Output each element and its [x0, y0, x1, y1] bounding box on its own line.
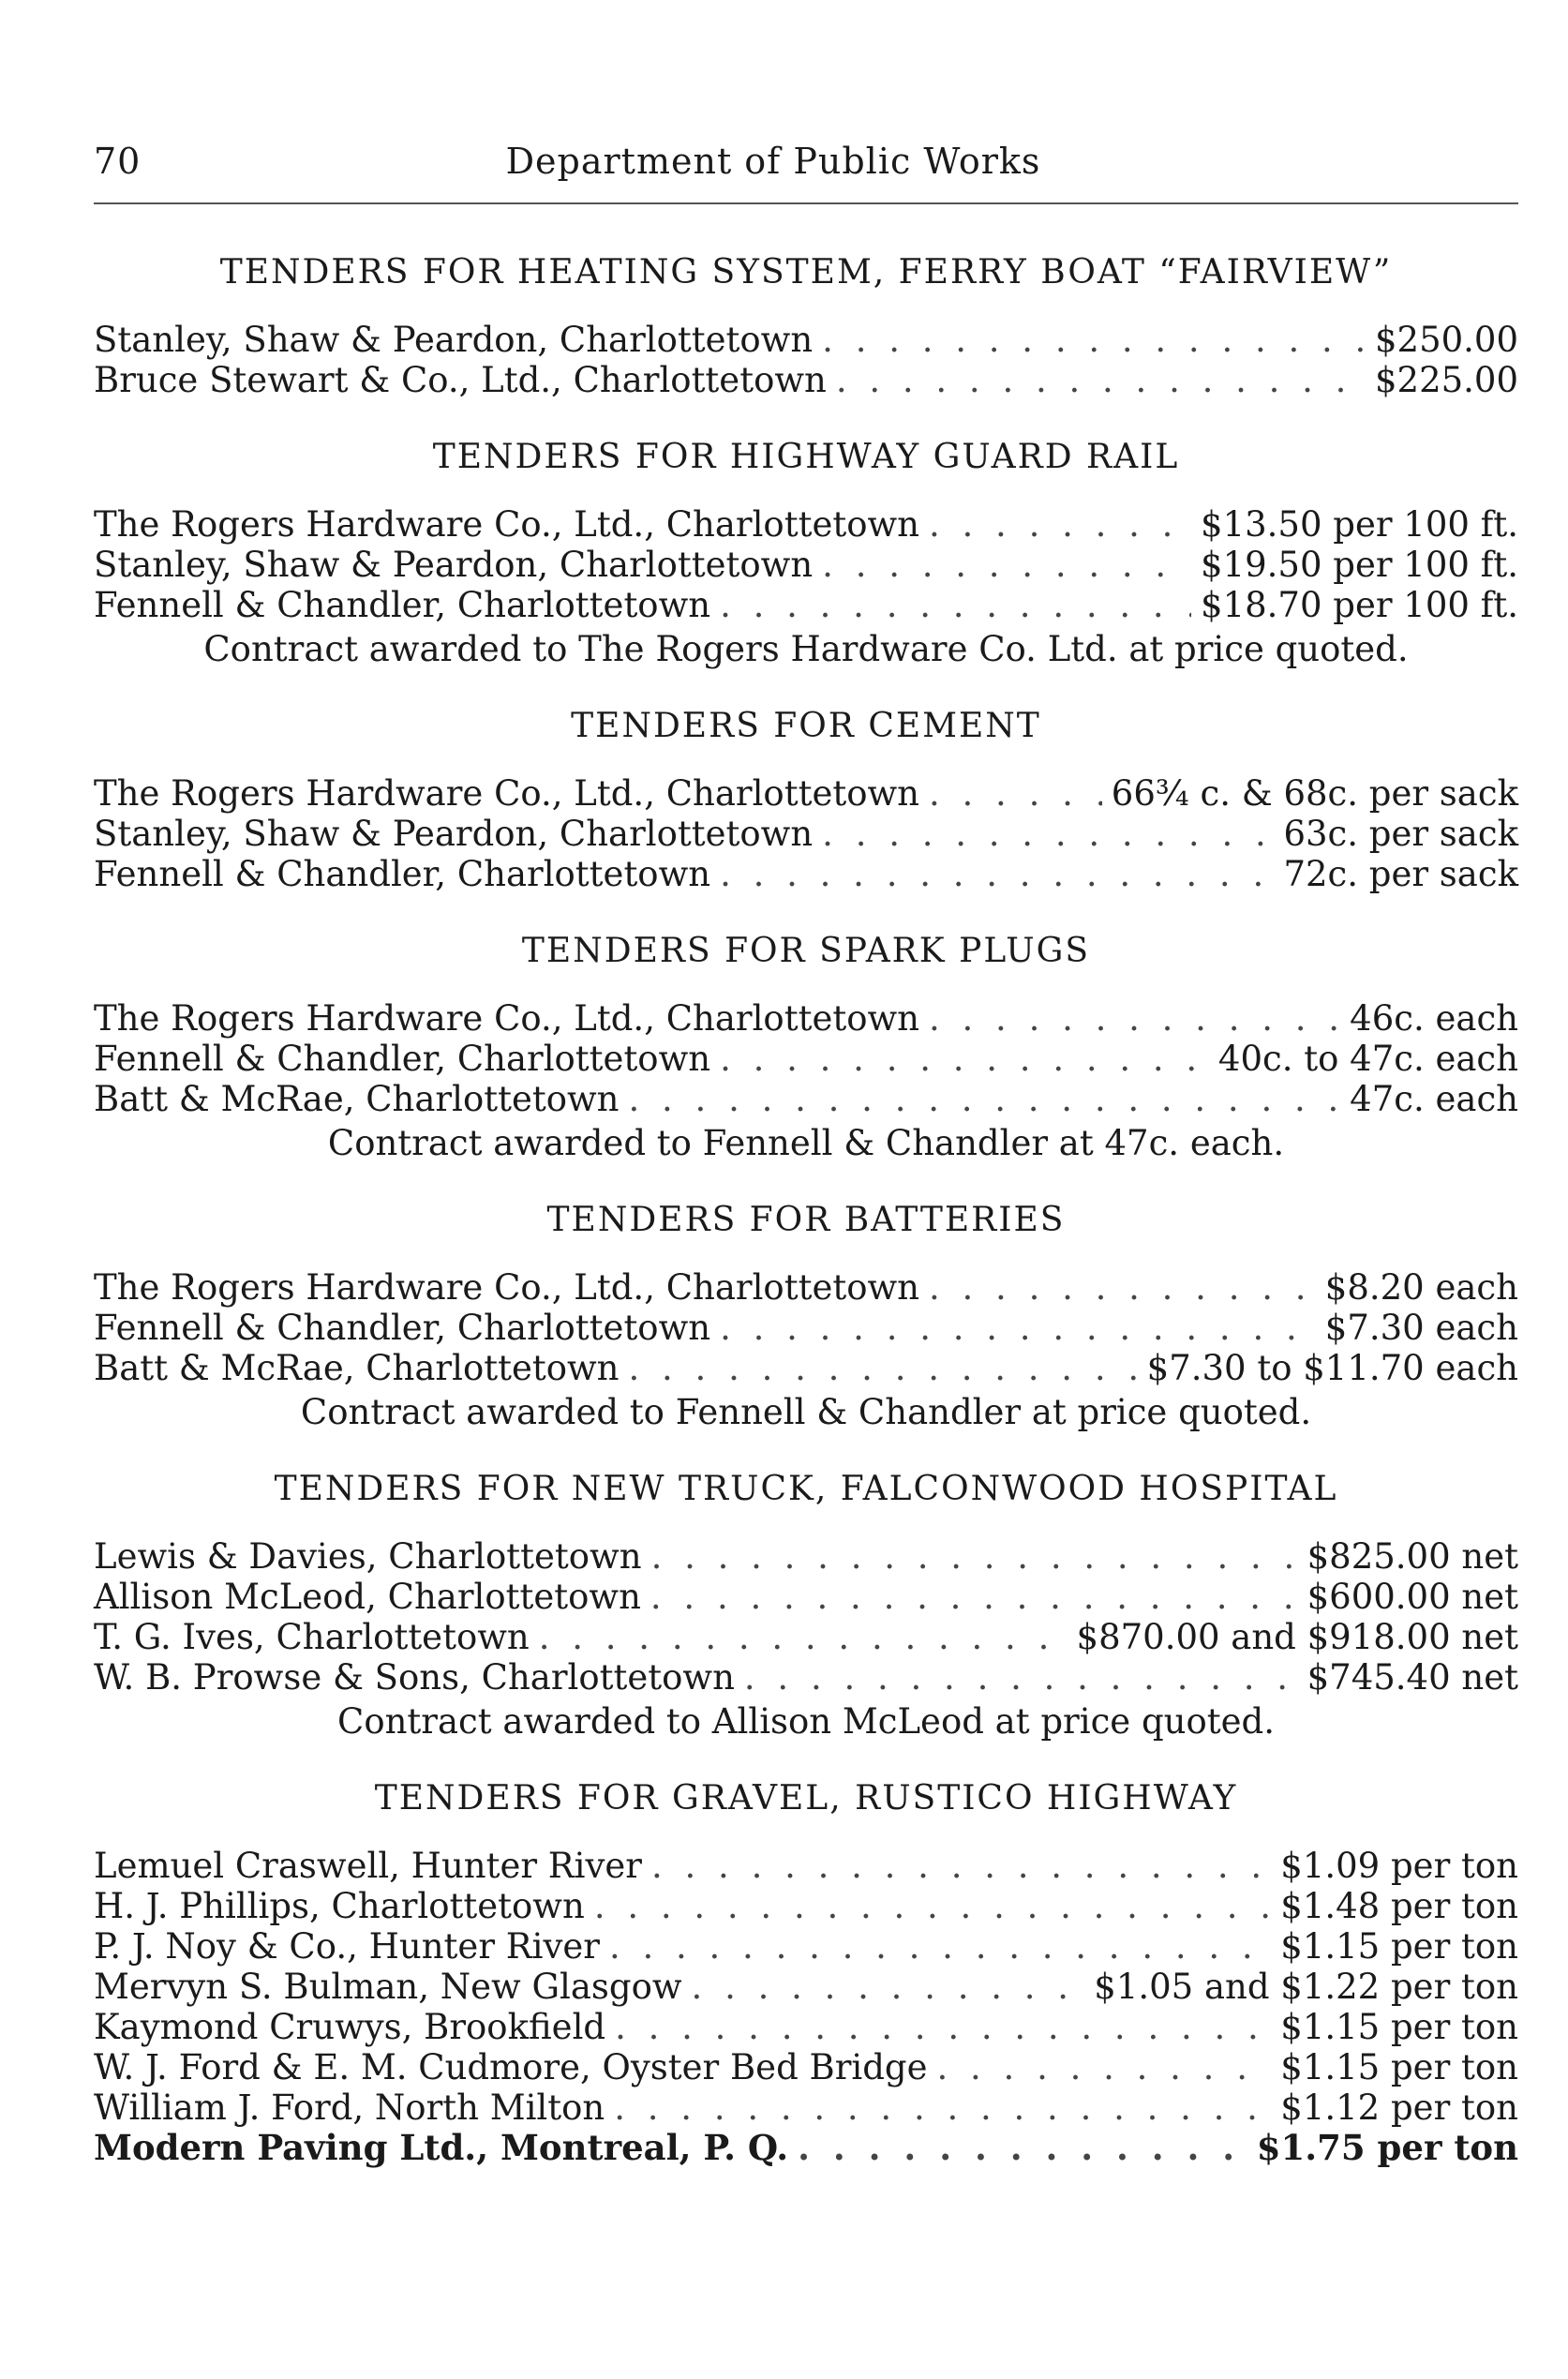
tenderer-name: The Rogers Hardware Co., Ltd., Charlottetown [94, 773, 919, 814]
tender-row [94, 1846, 1518, 1886]
tender-price: $250.00 [1374, 320, 1518, 360]
tender-price: $18.70 per 100 ft. [1201, 585, 1518, 625]
tender-row [94, 504, 1518, 545]
section-title: TENDERS FOR GRAVEL, RUSTICO HIGHWAY [374, 1779, 1238, 1818]
tender-section [94, 438, 1518, 669]
section-title: TENDERS FOR CEMENT [571, 707, 1041, 745]
tender-price: $745.40 net [1307, 1657, 1518, 1698]
tender-row [94, 320, 1518, 360]
tender-row [94, 1886, 1518, 1926]
tenderer-name: T. G. Ives, Charlottetown [94, 1617, 530, 1657]
tender-row [94, 998, 1518, 1039]
tender-price: 46c. each [1350, 998, 1518, 1039]
tender-price: $1.15 per ton [1280, 1926, 1518, 1967]
dot-leader [651, 1846, 1271, 1886]
tenderer-name: Lewis & Davies, Charlottetown [94, 1536, 642, 1577]
tenderer-name: Kaymond Cruwys, Brookfield [94, 2007, 606, 2047]
tenderer-name: Fennell & Chandler, Charlottetown [94, 585, 711, 625]
tender-section [94, 1201, 1518, 1432]
dot-leader [720, 585, 1191, 625]
tender-price: $870.00 and $918.00 net [1076, 1617, 1518, 1657]
tender-price: 40c. to 47c. each [1217, 1039, 1518, 1079]
contract-note: Contract awarded to Fennell & Chandler at price quoted. [300, 1392, 1312, 1432]
dot-leader [609, 1926, 1271, 1967]
tender-price: $1.12 per ton [1280, 2087, 1518, 2128]
dot-leader [650, 1577, 1298, 1617]
dot-leader [937, 2047, 1272, 2087]
tender-price: 72c. per sack [1283, 854, 1518, 894]
dot-leader [798, 2128, 1247, 2168]
tenderer-name: Lemuel Craswell, Hunter River [94, 1846, 642, 1886]
running-title: Department of Public Works [505, 141, 1041, 182]
tenderer-name: Stanley, Shaw & Peardon, Charlottetown [94, 814, 814, 854]
tenderer-name: Fennell & Chandler, Charlottetown [94, 1039, 711, 1079]
dot-leader [836, 360, 1366, 400]
tender-price: 47c. each [1350, 1079, 1518, 1119]
tender-price: $1.75 per ton [1256, 2127, 1518, 2168]
page-header [94, 141, 1518, 182]
tenderer-name: Allison McLeod, Charlottetown [94, 1577, 641, 1617]
tenderer-name: William J. Ford, North Milton [94, 2087, 605, 2128]
tenderer-name: Batt & McRae, Charlottetown [94, 1348, 620, 1388]
tender-section [94, 253, 1518, 400]
tender-row [94, 773, 1518, 814]
dot-leader [594, 1886, 1271, 1926]
tender-section [94, 707, 1518, 894]
tenderer-name: Mervyn S. Bulman, New Glasgow [94, 1967, 682, 2007]
dot-leader [720, 1039, 1209, 1079]
tenderer-name: Modern Paving Ltd., Montreal, P. Q. [94, 2127, 789, 2168]
tenderer-name: W. J. Ford & E. M. Cudmore, Oyster Bed Bridge [94, 2047, 928, 2087]
dot-leader [720, 854, 1274, 894]
tender-price: $7.30 each [1324, 1308, 1518, 1348]
tender-row [94, 1308, 1518, 1348]
tender-price: $19.50 per 100 ft. [1201, 545, 1518, 585]
tenderer-name: Batt & McRae, Charlottetown [94, 1079, 620, 1119]
tender-row [94, 1926, 1518, 1967]
tender-row [94, 1617, 1518, 1657]
tender-row [94, 2087, 1518, 2128]
tenderer-name: Fennell & Chandler, Charlottetown [94, 854, 711, 894]
section-title: TENDERS FOR HEATING SYSTEM, FERRY BOAT “FAIRVIEW” [219, 253, 1393, 292]
dot-leader [929, 773, 1102, 814]
dot-leader [744, 1657, 1298, 1698]
tender-row [94, 585, 1518, 625]
contract-note: Contract awarded to Allison McLeod at price quoted. [337, 1701, 1275, 1742]
tender-row [94, 1267, 1518, 1308]
tenderer-name: Stanley, Shaw & Peardon, Charlottetown [94, 545, 814, 585]
dot-leader [822, 320, 1366, 360]
tender-price: 63c. per sack [1283, 814, 1518, 854]
tender-row [94, 814, 1518, 854]
tender-row [94, 2128, 1518, 2168]
dot-leader [629, 1079, 1341, 1119]
section-title: TENDERS FOR NEW TRUCK, FALCONWOOD HOSPITAL [274, 1470, 1338, 1508]
dot-leader [929, 998, 1340, 1039]
tender-row [94, 1348, 1518, 1388]
tenderer-name: Stanley, Shaw & Peardon, Charlottetown [94, 320, 814, 360]
tender-sections [94, 253, 1518, 2168]
tender-price: $7.30 to $11.70 each [1146, 1348, 1518, 1388]
tender-section [94, 1470, 1518, 1742]
tenderer-name: The Rogers Hardware Co., Ltd., Charlottetown [94, 504, 919, 545]
tenderer-name: The Rogers Hardware Co., Ltd., Charlottetown [94, 1267, 919, 1308]
tender-price: $825.00 net [1307, 1536, 1518, 1577]
dot-leader [614, 2087, 1271, 2128]
contract-note: Contract awarded to The Rogers Hardware Co. Ltd. at price quoted. [203, 629, 1409, 669]
tender-row [94, 1967, 1518, 2007]
tender-price: $225.00 [1374, 360, 1518, 400]
dot-leader [615, 2007, 1271, 2047]
dot-leader [692, 1967, 1085, 2007]
tender-row [94, 854, 1518, 894]
tender-price: $600.00 net [1307, 1577, 1518, 1617]
tender-section [94, 932, 1518, 1163]
tender-price: $1.15 per ton [1280, 2007, 1518, 2047]
tender-price: $1.48 per ton [1280, 1886, 1518, 1926]
contract-note: Contract awarded to Fennell & Chandler at 47c. each. [327, 1123, 1285, 1163]
tenderer-name: H. J. Phillips, Charlottetown [94, 1886, 585, 1926]
dot-leader [720, 1308, 1316, 1348]
tender-row [94, 1079, 1518, 1119]
tender-price: $8.20 each [1324, 1267, 1518, 1308]
dot-leader [929, 504, 1191, 545]
tender-row [94, 1039, 1518, 1079]
section-title: TENDERS FOR SPARK PLUGS [521, 932, 1091, 970]
tenderer-name: Bruce Stewart & Co., Ltd., Charlottetown [94, 360, 827, 400]
dot-leader [651, 1536, 1298, 1577]
tender-price: 66¾ c. & 68c. per sack [1111, 773, 1518, 814]
dot-leader [629, 1348, 1138, 1388]
dot-leader [539, 1617, 1068, 1657]
tender-row [94, 1657, 1518, 1698]
dot-leader [929, 1267, 1316, 1308]
section-title: TENDERS FOR BATTERIES [546, 1201, 1066, 1239]
section-title: TENDERS FOR HIGHWAY GUARD RAIL [432, 438, 1180, 476]
tenderer-name: Fennell & Chandler, Charlottetown [94, 1308, 711, 1348]
tender-price: $13.50 per 100 ft. [1201, 504, 1518, 545]
tender-section [94, 1779, 1518, 2168]
tender-row [94, 2007, 1518, 2047]
tender-row [94, 1577, 1518, 1617]
tender-row [94, 360, 1518, 400]
tender-price: $1.15 per ton [1280, 2047, 1518, 2087]
header-rule [94, 202, 1518, 204]
tenderer-name: W. B. Prowse & Sons, Charlottetown [94, 1657, 735, 1698]
tender-price: $1.05 and $1.22 per ton [1094, 1967, 1518, 2007]
tender-row [94, 1536, 1518, 1577]
dot-leader [822, 545, 1191, 585]
tender-row [94, 2047, 1518, 2087]
tenderer-name: The Rogers Hardware Co., Ltd., Charlottetown [94, 998, 919, 1039]
tender-row [94, 545, 1518, 585]
tenderer-name: P. J. Noy & Co., Hunter River [94, 1926, 600, 1967]
tender-price: $1.09 per ton [1280, 1846, 1518, 1886]
page-number: 70 [94, 141, 142, 182]
dot-leader [822, 814, 1274, 854]
